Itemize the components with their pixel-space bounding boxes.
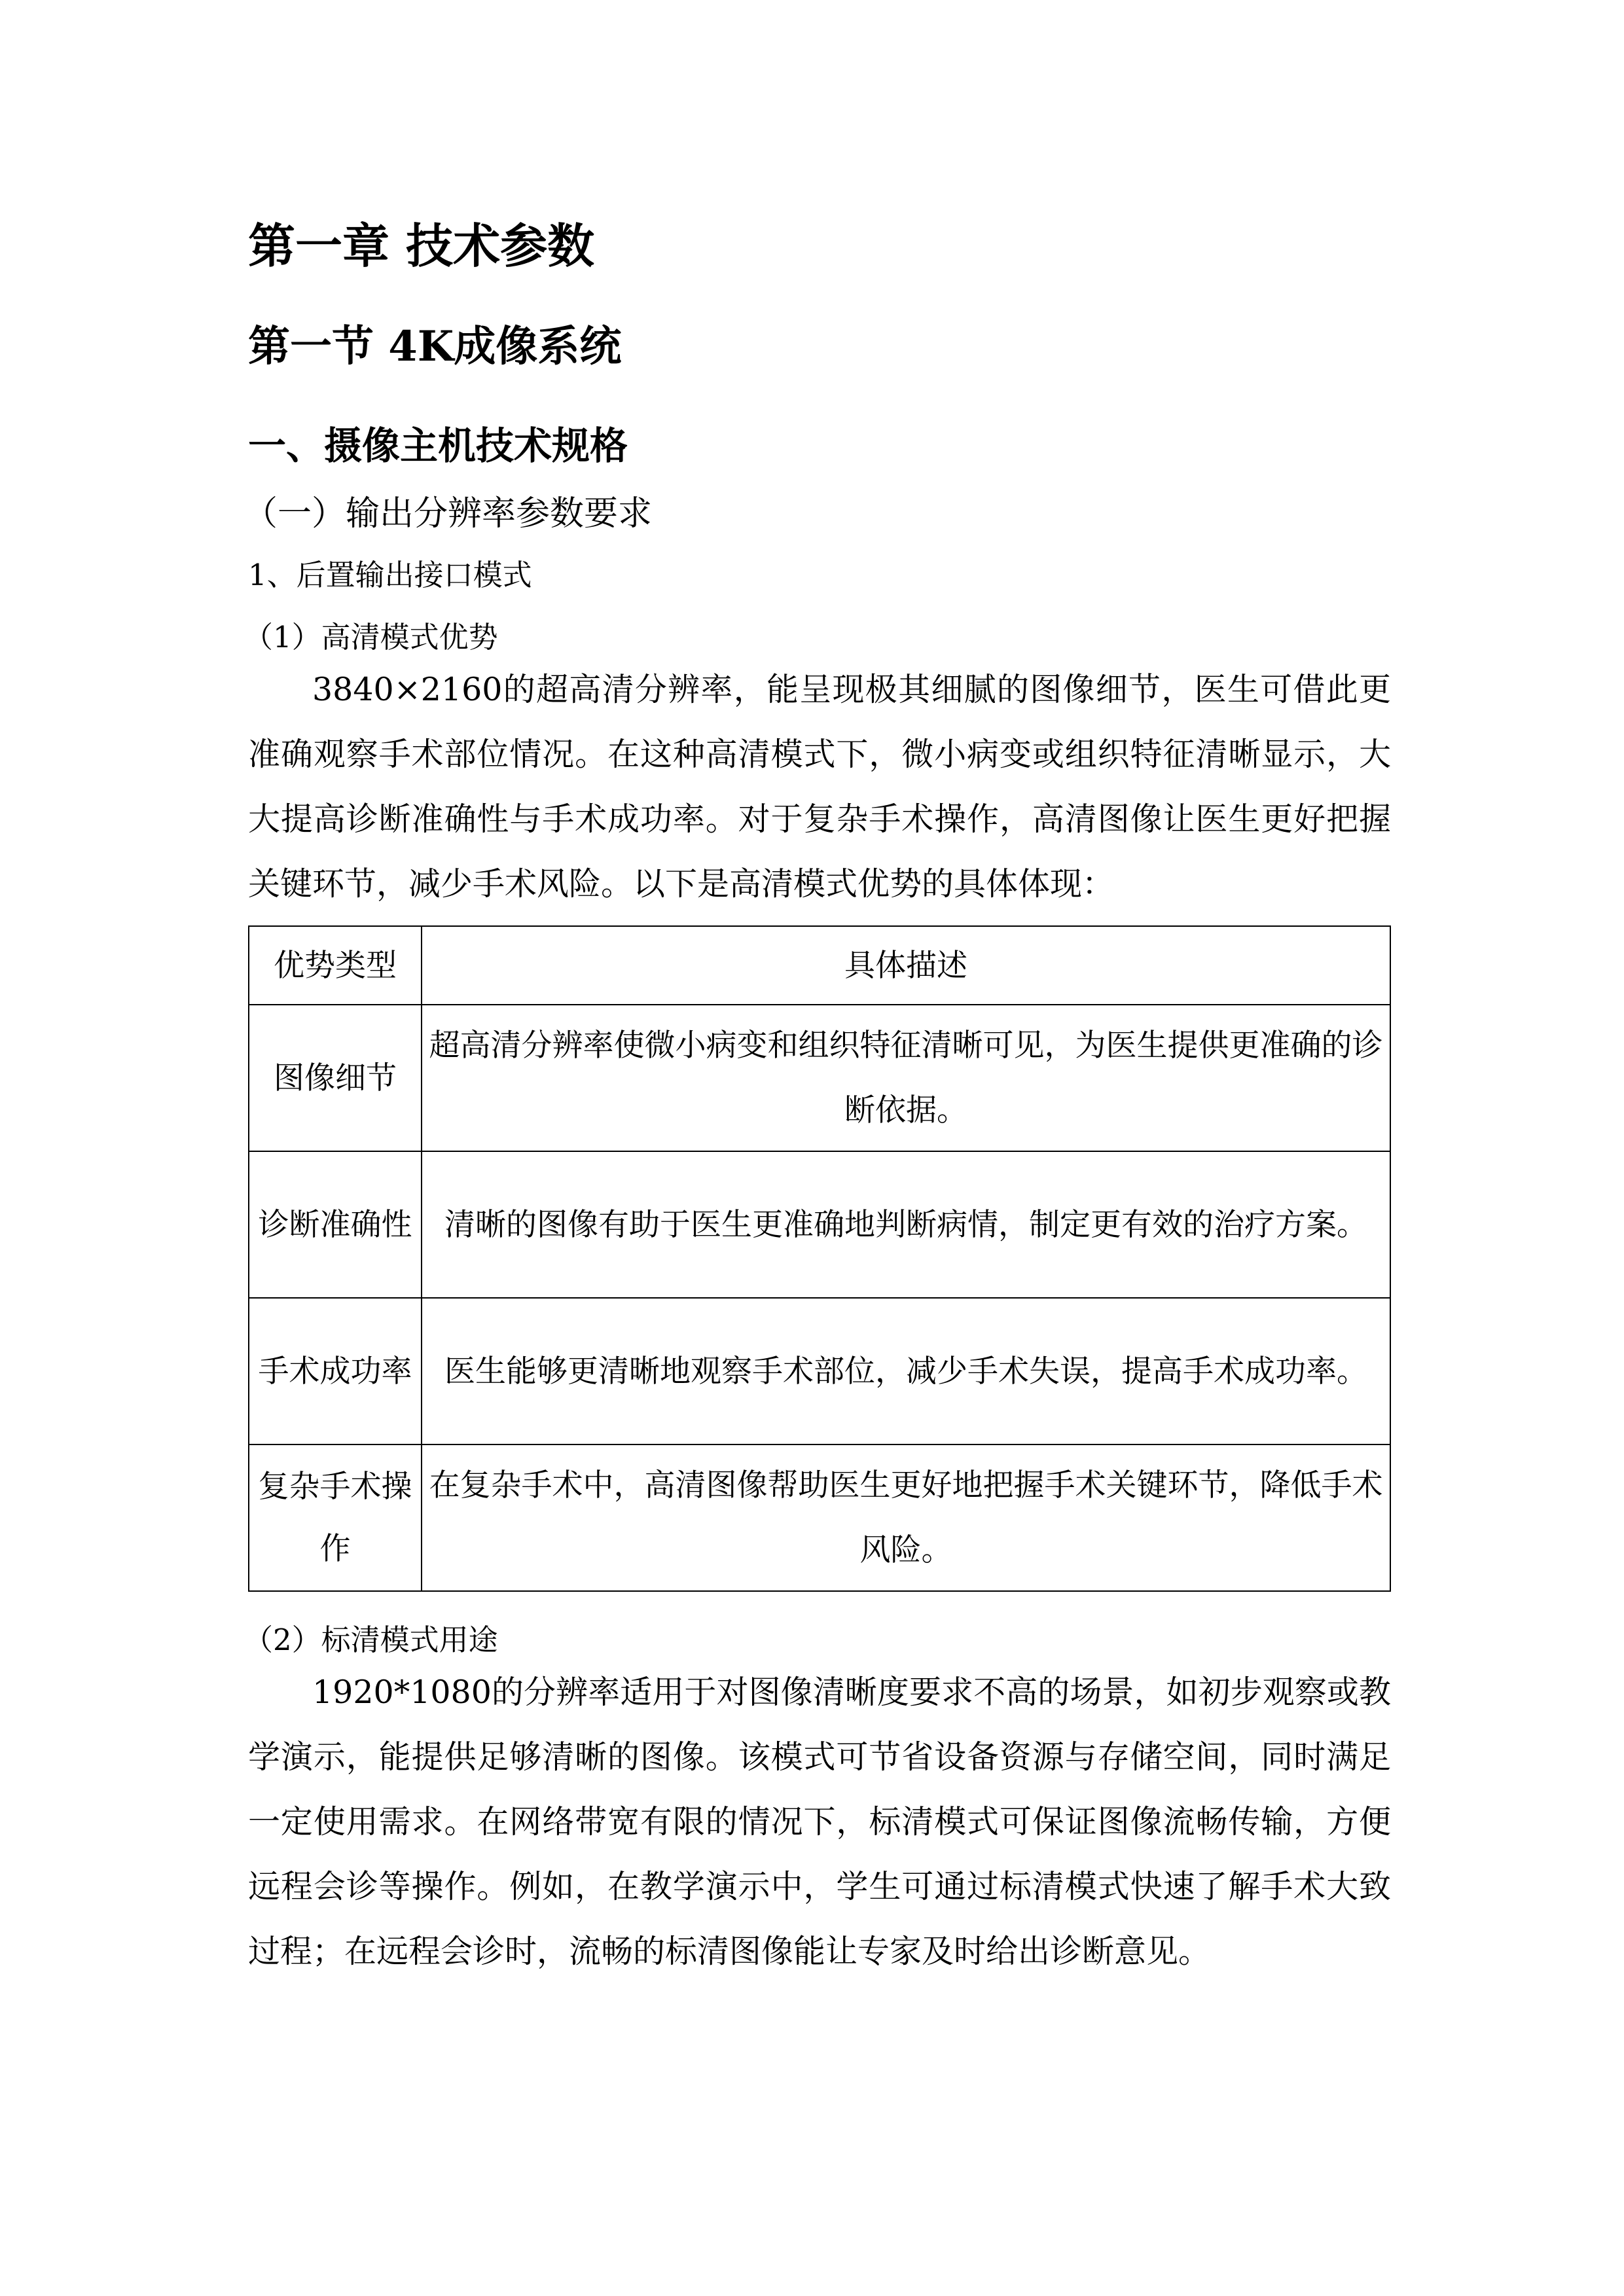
- cell-desc: 清晰的图像有助于医生更准确地判断病情，制定更有效的治疗方案。: [422, 1151, 1390, 1298]
- cell-desc: 超高清分辨率使微小病变和组织特征清晰可见，为医生提供更准确的诊断依据。: [422, 1005, 1390, 1151]
- section-title: 第一节 4K成像系统: [248, 322, 622, 371]
- cell-desc: 在复杂手术中，高清图像帮助医生更好地把握手术关键环节，降低手术风险。: [422, 1444, 1390, 1591]
- item-heading: 1、后置输出接口模式: [248, 558, 532, 592]
- advantages-table: [248, 925, 1391, 1592]
- subsection-title: 一、摄像主机技术规格: [248, 423, 628, 468]
- cell-desc: 医生能够更清晰地观察手术部位，减少手术失误，提高手术成功率。: [422, 1298, 1390, 1444]
- header-cell-type: 优势类型: [249, 926, 422, 1005]
- sub-heading: （一）输出分辨率参数要求: [244, 494, 653, 533]
- hd-paragraph: 3840×2160的超高清分辨率，能呈现极其细腻的图像细节，医生可借此更准确观察手术部位情况。在这种高清模式下，微小病变或组织特征清晰显示，大大提高诊断准确性与手术成功率。对于复杂手术操作，高清图像让医生更好把握关键环节，减少手术风险。以下是高清模式优势的具体体现：: [248, 671, 1391, 903]
- hd-heading: （1）高清模式优势: [244, 620, 498, 655]
- cell-type: 图像细节: [249, 1005, 422, 1151]
- sd-paragraph: 1920*1080的分辨率适用于对图像清晰度要求不高的场景，如初步观察或教学演示，能提供足够清晰的图像。该模式可节省设备资源与存储空间，同时满足一定使用需求。在网络带宽有限的情况下，标清模式可保证图像流畅传输，方便远程会诊等操作。例如，在教学演示中，学生可通过标清模式快速了解手术大致过程；在远程会诊时，流畅的标清图像能让专家及时给出诊断意见。: [248, 1674, 1391, 1970]
- cell-type: 手术成功率: [249, 1298, 422, 1444]
- table-row: [249, 1005, 1390, 1151]
- table-row: [249, 1298, 1390, 1444]
- table-row: [249, 1151, 1390, 1298]
- cell-type: 诊断准确性: [249, 1151, 422, 1298]
- cell-type: 复杂手术操作: [249, 1444, 422, 1591]
- chapter-title: 第一章 技术参数: [248, 218, 595, 274]
- table-header-row: [249, 926, 1390, 1005]
- sd-heading: （2）标清模式用途: [244, 1623, 498, 1657]
- table-row: [249, 1444, 1390, 1591]
- header-cell-desc: 具体描述: [422, 926, 1390, 1005]
